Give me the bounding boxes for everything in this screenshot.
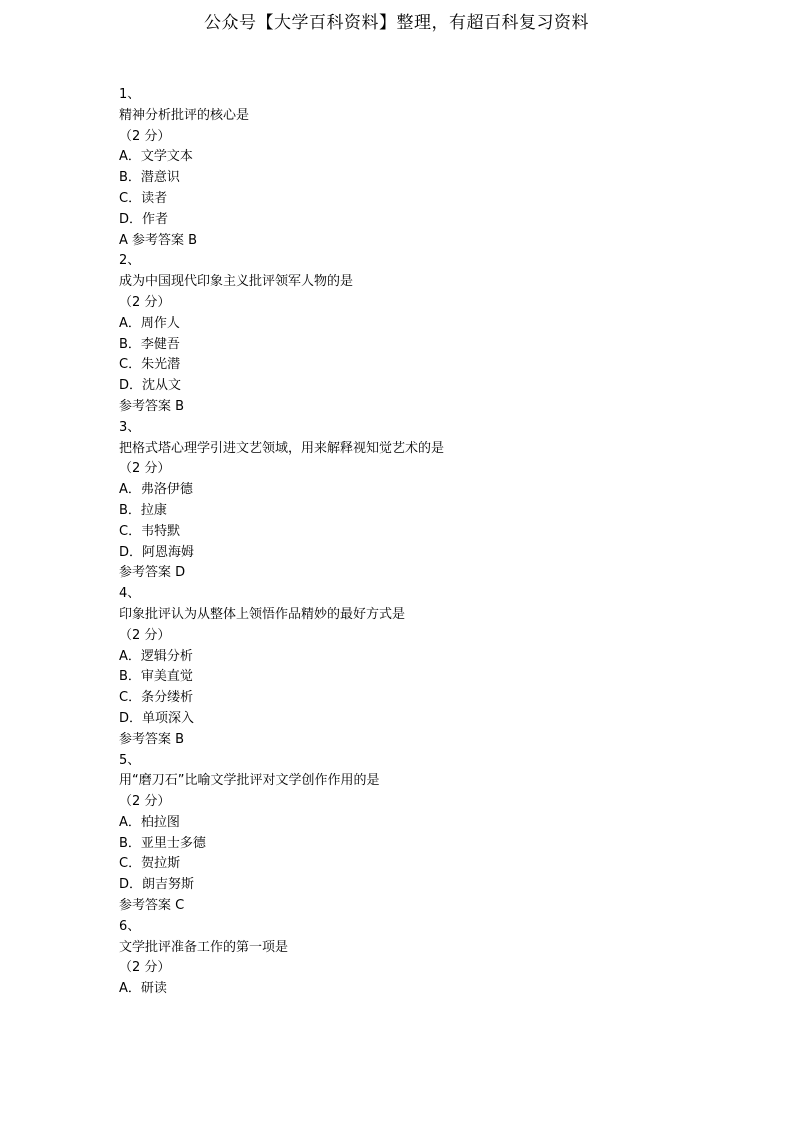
option-a: A．文学文本 <box>119 149 193 165</box>
question-number: 2、 <box>119 253 141 269</box>
question-stem: 成为中国现代印象主义批评领军人物的是 <box>119 274 354 290</box>
question-block <box>119 251 719 417</box>
reference-answer: 参考答案 B <box>119 398 185 414</box>
question-block <box>119 751 719 917</box>
question-score: （2 分） <box>119 794 171 810</box>
option-d: D．沈从文 <box>119 378 182 394</box>
question-stem: 文学批评准备工作的第一项是 <box>119 939 289 955</box>
question-block <box>119 418 719 584</box>
question-number: 1、 <box>119 87 141 102</box>
question-stem: 把格式塔心理学引进文艺领域，用来解释视知觉艺术的是 <box>119 440 445 456</box>
question-stem: 用“磨刀石”比喻文学批评对文学创作作用的是 <box>119 773 380 789</box>
option-b: B．审美直觉 <box>119 669 193 685</box>
option-c: C．贺拉斯 <box>119 856 181 872</box>
question-number: 5、 <box>119 752 141 768</box>
question-score: （2 分） <box>119 128 171 144</box>
option-b: B．亚里士多德 <box>119 835 206 851</box>
option-a: A．柏拉图 <box>119 814 180 830</box>
option-b: B．拉康 <box>119 502 167 518</box>
option-c: C．条分缕析 <box>119 690 194 706</box>
question-number: 3、 <box>119 419 141 435</box>
question-block <box>119 584 719 750</box>
page-header-title: 公众号【大学百科资料】整理，有超百科复习资料 <box>204 13 589 33</box>
option-c: C．韦特默 <box>119 523 181 539</box>
reference-answer: 参考答案 D <box>119 565 186 581</box>
question-number: 4、 <box>119 586 141 602</box>
question-stem: 精神分析批评的核心是 <box>119 107 250 123</box>
option-a: A．周作人 <box>119 315 180 331</box>
option-d: D．阿恩海姆 <box>119 544 195 560</box>
question-block <box>119 85 719 251</box>
option-a: A．研读 <box>119 981 167 997</box>
option-a: A．弗洛伊德 <box>119 482 193 498</box>
option-d: D．单项深入 <box>119 710 195 726</box>
question-score: （2 分） <box>119 294 171 310</box>
option-a: A．逻辑分析 <box>119 648 193 664</box>
question-list <box>119 85 719 1000</box>
option-b: B．潜意识 <box>119 170 180 186</box>
option-c: C．朱光潜 <box>119 357 181 373</box>
question-number: 6、 <box>119 918 141 934</box>
question-score: （2 分） <box>119 461 171 477</box>
question-stem: 印象批评认为从整体上领悟作品精妙的最好方式是 <box>119 606 406 622</box>
option-d: D．作者 <box>119 211 169 227</box>
reference-answer: 参考答案 C <box>119 898 185 914</box>
question-score: （2 分） <box>119 627 171 643</box>
reference-answer: 参考答案 B <box>119 731 185 747</box>
option-c: C．读者 <box>119 190 168 206</box>
question-score: （2 分） <box>119 960 171 976</box>
option-d: D．朗吉努斯 <box>119 877 195 893</box>
question-block <box>119 917 719 1000</box>
option-b: B．李健吾 <box>119 336 180 352</box>
reference-answer: A 参考答案 B <box>119 232 198 248</box>
